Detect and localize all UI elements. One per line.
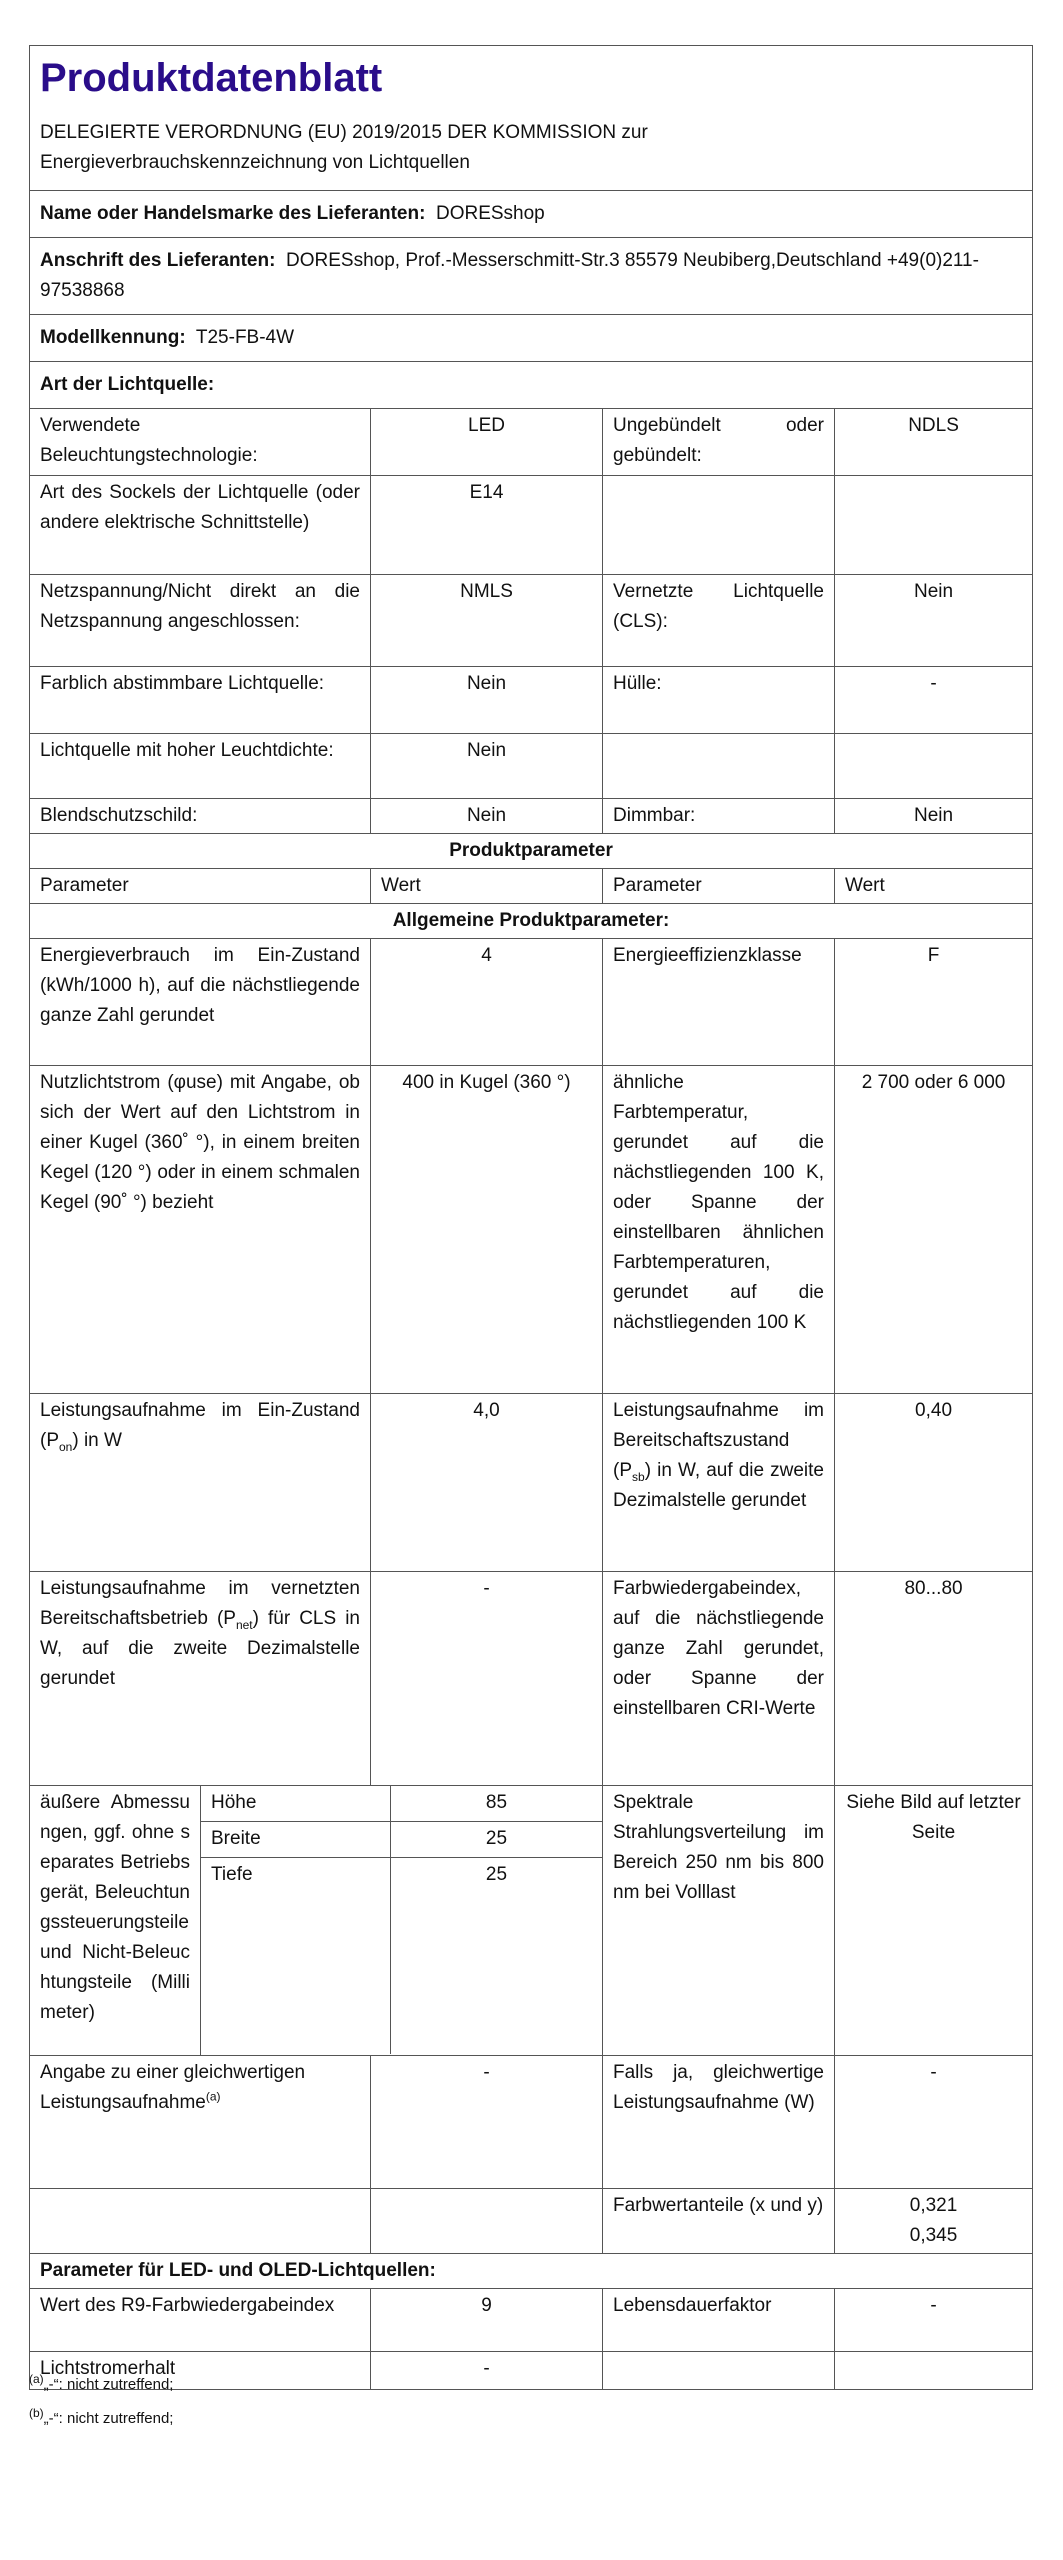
column-header: Wert <box>371 869 603 904</box>
text: Leistungsaufnahme im Ein-Zustand (P <box>40 1400 360 1451</box>
footnote <box>29 2372 174 2393</box>
product-data-sheet-table <box>29 45 1033 2390</box>
subscript: on <box>59 1439 73 1454</box>
param-label: Spektrale Strahlungsverteilung im Bereich 250 nm bis 800 nm bei Volllast <box>603 1786 835 2056</box>
dimension-row <box>201 1858 602 2054</box>
dimension-value: 85 <box>485 1792 508 1813</box>
table-row <box>30 1786 1033 2056</box>
param-value: NDLS <box>835 409 1033 476</box>
param-label: Lichtstromerhalt <box>30 2352 371 2390</box>
table-row <box>30 575 1033 667</box>
dimension-label: Höhe <box>201 1786 391 1821</box>
table-row <box>30 1394 1033 1572</box>
page-title: Produktdatenblatt <box>40 56 383 100</box>
table-row <box>30 734 1033 799</box>
param-value: Nein <box>371 734 603 799</box>
param-label: Netzspannung/Nicht direkt an die Netzspannung angeschlossen: <box>30 575 371 667</box>
text: ) in W <box>72 1430 122 1451</box>
supplier-address-label: Anschrift des Lieferanten: <box>40 250 276 271</box>
footnote-mark: (b) <box>29 2406 44 2420</box>
param-label: Art des Sockels der Lichtquelle (oder andere elektrische Schnittstelle) <box>30 476 371 575</box>
empty-cell <box>603 2352 835 2390</box>
param-value: 9 <box>371 2289 603 2352</box>
param-label: Nutzlichtstrom (φuse) mit Angabe, ob sich der Wert auf den Lichtstrom in einer Kugel (360˚ °), in einem breiten Kegel (120 °) oder in einem schmalen Kegel (90˚ °) bezieht <box>30 1066 371 1394</box>
column-header: Parameter <box>30 869 371 904</box>
dimensions-subtable <box>201 1786 603 2056</box>
param-label <box>603 1394 835 1572</box>
param-label: Farbwertanteile (x und y) <box>603 2189 835 2254</box>
dimension-row <box>201 1786 602 1822</box>
param-label: Verwendete Beleuchtungstechnologie: <box>30 409 371 476</box>
dimension-row <box>201 1822 602 1858</box>
param-value: 0,40 <box>835 1394 1033 1572</box>
model-row <box>30 315 1033 362</box>
param-value: 4 <box>371 939 603 1066</box>
param-label: Lebensdauerfaktor <box>603 2289 835 2352</box>
param-value: 2 700 oder 6 000 <box>835 1066 1033 1394</box>
column-header-row <box>30 869 1033 904</box>
table-row <box>30 1572 1033 1786</box>
param-label: Lichtquelle mit hoher Leuchtdichte: <box>30 734 371 799</box>
param-value <box>835 476 1033 575</box>
table-row <box>30 409 1033 476</box>
supplier-address-value: DORESshop, Prof.-Messerschmitt-Str.3 85579 Neubiberg,Deutschland +49(0)211-97538868 <box>40 250 979 301</box>
param-label <box>603 476 835 575</box>
supplier-name-row <box>30 191 1033 238</box>
param-value: - <box>371 2056 603 2189</box>
supplier-name-label: Name oder Handelsmarke des Lieferanten: <box>40 203 426 224</box>
param-label <box>30 2056 371 2189</box>
footnote-text: „-“: nicht zutreffend; <box>43 2410 174 2427</box>
footnote-ref: (a) <box>205 2089 221 2104</box>
header-cell <box>30 46 1033 191</box>
regulation-line-1: DELEGIERTE VERORDNUNG (EU) 2019/2015 DER KOMMISSION zur <box>40 122 648 143</box>
regulation-line-2: Energieverbrauchskennzeichnung von Lichtquellen <box>40 152 470 173</box>
param-value: 4,0 <box>371 1394 603 1572</box>
text: Angabe zu einer gleichwertigen Leistungsaufnahme <box>40 2062 306 2113</box>
footnote-text: „-“: nicht zutreffend; <box>43 2376 174 2393</box>
param-value <box>835 2189 1033 2254</box>
dimension-label: Tiefe <box>201 1858 391 2054</box>
param-value: Siehe Bild auf letzter Seite <box>835 1786 1033 2056</box>
param-label: Wert des R9-Farbwiedergabeindex <box>30 2289 371 2352</box>
table-row <box>30 476 1033 575</box>
chromaticity-y: 0,345 <box>909 2225 958 2246</box>
param-value: Nein <box>835 575 1033 667</box>
param-label: äußere Abmessungen, ggf. ohne separates Betriebsgerät, Beleuchtungssteuerungsteile und Nicht-Beleuchtungsteile (Millimeter) <box>30 1786 201 2056</box>
footnote-mark: (a) <box>29 2372 44 2386</box>
text: ) für CLS in W, auf die zweite Dezimalstelle gerundet <box>40 1608 360 1689</box>
table-row <box>30 2352 1033 2390</box>
param-label: Hülle: <box>603 667 835 734</box>
led-parameters-heading: Parameter für LED- und OLED-Lichtquellen: <box>30 2254 1033 2289</box>
table-row <box>30 667 1033 734</box>
param-value: 400 in Kugel (360 °) <box>371 1066 603 1394</box>
table-row <box>30 1066 1033 1394</box>
subscript: sb <box>632 1469 645 1484</box>
chromaticity-x: 0,321 <box>909 2195 958 2216</box>
param-value: Nein <box>835 799 1033 834</box>
supplier-name-value: DORESshop <box>435 203 545 224</box>
table-row <box>30 2289 1033 2352</box>
empty-cell <box>30 2189 371 2254</box>
table-row <box>30 799 1033 834</box>
text: Leistungsaufnahme im Bereitschaftszustand (P <box>613 1400 824 1481</box>
param-value: - <box>835 2289 1033 2352</box>
param-value: - <box>371 1572 603 1786</box>
dimension-value: 25 <box>485 1864 508 1885</box>
param-label: Vernetzte Lichtquelle (CLS): <box>603 575 835 667</box>
supplier-address-row <box>30 238 1033 315</box>
table-row <box>30 2189 1033 2254</box>
general-parameters-heading: Allgemeine Produktparameter: <box>30 904 1033 939</box>
param-label <box>30 1394 371 1572</box>
param-value: F <box>835 939 1033 1066</box>
text: ) in W, auf die zweite Dezimalstelle gerundet <box>613 1460 824 1511</box>
light-source-type-heading: Art der Lichtquelle: <box>30 362 1033 409</box>
param-label: Blendschutzschild: <box>30 799 371 834</box>
param-value: 80...80 <box>835 1572 1033 1786</box>
param-value <box>835 734 1033 799</box>
model-value: T25-FB-4W <box>195 327 295 348</box>
column-header: Parameter <box>603 869 835 904</box>
param-label: Dimmbar: <box>603 799 835 834</box>
footnote <box>29 2406 174 2427</box>
empty-cell <box>371 2189 603 2254</box>
param-label: Energieverbrauch im Ein-Zustand (kWh/1000 h), auf die nächstliegende ganze Zahl gerundet <box>30 939 371 1066</box>
column-header: Wert <box>835 869 1033 904</box>
param-value: LED <box>371 409 603 476</box>
param-label: Falls ja, gleichwertige Leistungsaufnahme (W) <box>603 2056 835 2189</box>
dimension-value: 25 <box>485 1828 508 1849</box>
param-label: Ungebündelt oder gebündelt: <box>603 409 835 476</box>
table-row <box>30 2056 1033 2189</box>
param-label: Energieeffizienzklasse <box>603 939 835 1066</box>
param-value: - <box>371 2352 603 2390</box>
param-value: Nein <box>371 667 603 734</box>
product-parameters-heading: Produktparameter <box>30 834 1033 869</box>
param-label: ähnliche Farbtemperatur, gerundet auf die nächstliegenden 100 K, oder Spanne der einstellbaren ähnlichen Farbtemperaturen, gerundet auf die nächstliegenden 100 K <box>603 1066 835 1394</box>
param-label: Farbwiedergabeindex, auf die nächstliegende ganze Zahl gerundet, oder Spanne der einstellbaren CRI-Werte <box>603 1572 835 1786</box>
table-row <box>30 939 1033 1066</box>
empty-cell <box>835 2352 1033 2390</box>
param-label <box>30 1572 371 1786</box>
param-value: Nein <box>371 799 603 834</box>
subscript: net <box>235 1617 253 1632</box>
param-value: NMLS <box>371 575 603 667</box>
param-label: Farblich abstimmbare Lichtquelle: <box>30 667 371 734</box>
text: Leistungsaufnahme im vernetzten Bereitschaftsbetrieb (P <box>40 1578 360 1629</box>
param-value: - <box>835 667 1033 734</box>
param-label <box>603 734 835 799</box>
param-value: - <box>835 2056 1033 2189</box>
param-value: E14 <box>371 476 603 575</box>
dimension-label: Breite <box>201 1822 391 1857</box>
model-label: Modellkennung: <box>40 327 186 348</box>
